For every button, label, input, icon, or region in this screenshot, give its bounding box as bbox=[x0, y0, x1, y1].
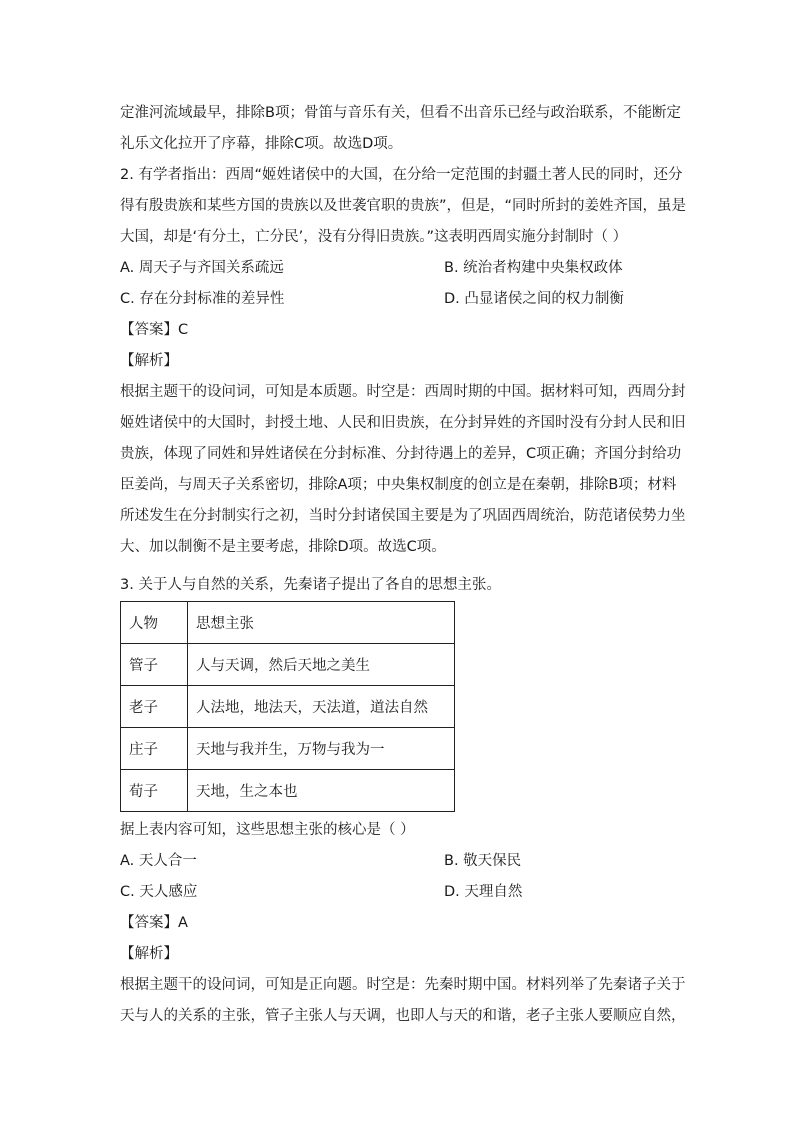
q3-analysis-line-1: 根据主题干的设问词，可知是正向题。时空是：先秦时期中国。材料列举了先秦诸子关于 bbox=[120, 977, 686, 993]
q2-option-a: A. 周天子与齐国关系疏远 bbox=[120, 260, 284, 276]
q3-analysis-line-2: 天与人的关系的主张，管子主张人与天调，也即人与天的和谐，老子主张人要顺应自然， bbox=[120, 1008, 686, 1024]
table-cell: 人法地，地法天，天法道，道法自然 bbox=[188, 686, 455, 728]
table-row bbox=[121, 770, 455, 812]
q3-stem: 3. 关于人与自然的关系，先秦诸子提出了各自的思想主张。 bbox=[120, 577, 501, 593]
q3-option-d: D. 天理自然 bbox=[444, 884, 523, 900]
q2-analysis-line-3: 贵族，体现了同姓和异姓诸侯在分封标准、分封待遇上的差异，C项正确；齐国分封给功 bbox=[120, 446, 682, 462]
table-cell: 庄子 bbox=[121, 728, 188, 770]
table-row bbox=[121, 728, 455, 770]
q3-option-b: B. 敬天保民 bbox=[444, 853, 522, 869]
q2-analysis-line-6: 大、加以制衡不是主要考虑，排除D项。故选C项。 bbox=[120, 539, 446, 555]
q2-option-b: B. 统治者构建中央集权政体 bbox=[444, 260, 623, 276]
q2-analysis-line-4: 臣姜尚，与周天子关系密切，排除A项；中央集权制度的创立是在秦朝，排除B项；材料 bbox=[120, 477, 677, 493]
q3-option-a: A. 天人合一 bbox=[120, 853, 197, 869]
table-row bbox=[121, 644, 455, 686]
q2-option-d: D. 凸显诸侯之间的权力制衡 bbox=[444, 291, 624, 307]
table-row bbox=[121, 686, 455, 728]
q3-option-c: C. 天人感应 bbox=[120, 884, 198, 900]
q3-analysis-label: 【解析】 bbox=[120, 946, 178, 962]
table-header-row bbox=[121, 602, 455, 644]
q2-answer: 【答案】C bbox=[120, 322, 189, 338]
q2-option-c: C. 存在分封标准的差异性 bbox=[120, 291, 285, 307]
thinkers-table bbox=[120, 601, 455, 812]
q2-stem-line-2: 得有殷贵族和某些方国的贵族以及世袭官职的贵族”，但是，“同时所封的姜姓齐国，虽是 bbox=[120, 198, 687, 214]
table-cell: 人物 bbox=[121, 602, 188, 644]
q2-analysis-line-2: 姬姓诸侯中的大国时，封授土地、人民和旧贵族，在分封异姓的齐国时没有分封人民和旧 bbox=[120, 415, 686, 431]
q2-stem-line-3: 大国，却是‘有分土，亡分民’，没有分得旧贵族。”这表明西周实施分封制时（ ） bbox=[120, 229, 628, 245]
table-cell: 老子 bbox=[121, 686, 188, 728]
table-cell: 思想主张 bbox=[188, 602, 455, 644]
q2-analysis-line-1: 根据主题干的设问词，可知是本质题。时空是：西周时期的中国。据材料可知，西周分封 bbox=[120, 384, 686, 400]
table-cell: 人与天调，然后天地之美生 bbox=[188, 644, 455, 686]
table-cell: 管子 bbox=[121, 644, 188, 686]
table-cell: 天地，生之本也 bbox=[188, 770, 455, 812]
q3-question: 据上表内容可知，这些思想主张的核心是（ ） bbox=[120, 822, 415, 838]
q3-answer: 【答案】A bbox=[120, 915, 188, 931]
intro-line-1: 定淮河流域最早，排除B项；骨笛与音乐有关，但看不出音乐已经与政治联系，不能断定 bbox=[120, 105, 681, 121]
table-cell: 天地与我并生，万物与我为一 bbox=[188, 728, 455, 770]
q2-stem-line-1: 2. 有学者指出：西周“姬姓诸侯中的大国，在分给一定范围的封疆土著人民的同时，还分 bbox=[120, 167, 683, 183]
q2-analysis-label: 【解析】 bbox=[120, 353, 178, 369]
table-cell: 荀子 bbox=[121, 770, 188, 812]
q2-analysis-line-5: 所述发生在分封制实行之初，当时分封诸侯国主要是为了巩固西周统治，防范诸侯势力坐 bbox=[120, 508, 686, 524]
intro-line-2: 礼乐文化拉开了序幕，排除C项。故选D项。 bbox=[120, 136, 403, 152]
